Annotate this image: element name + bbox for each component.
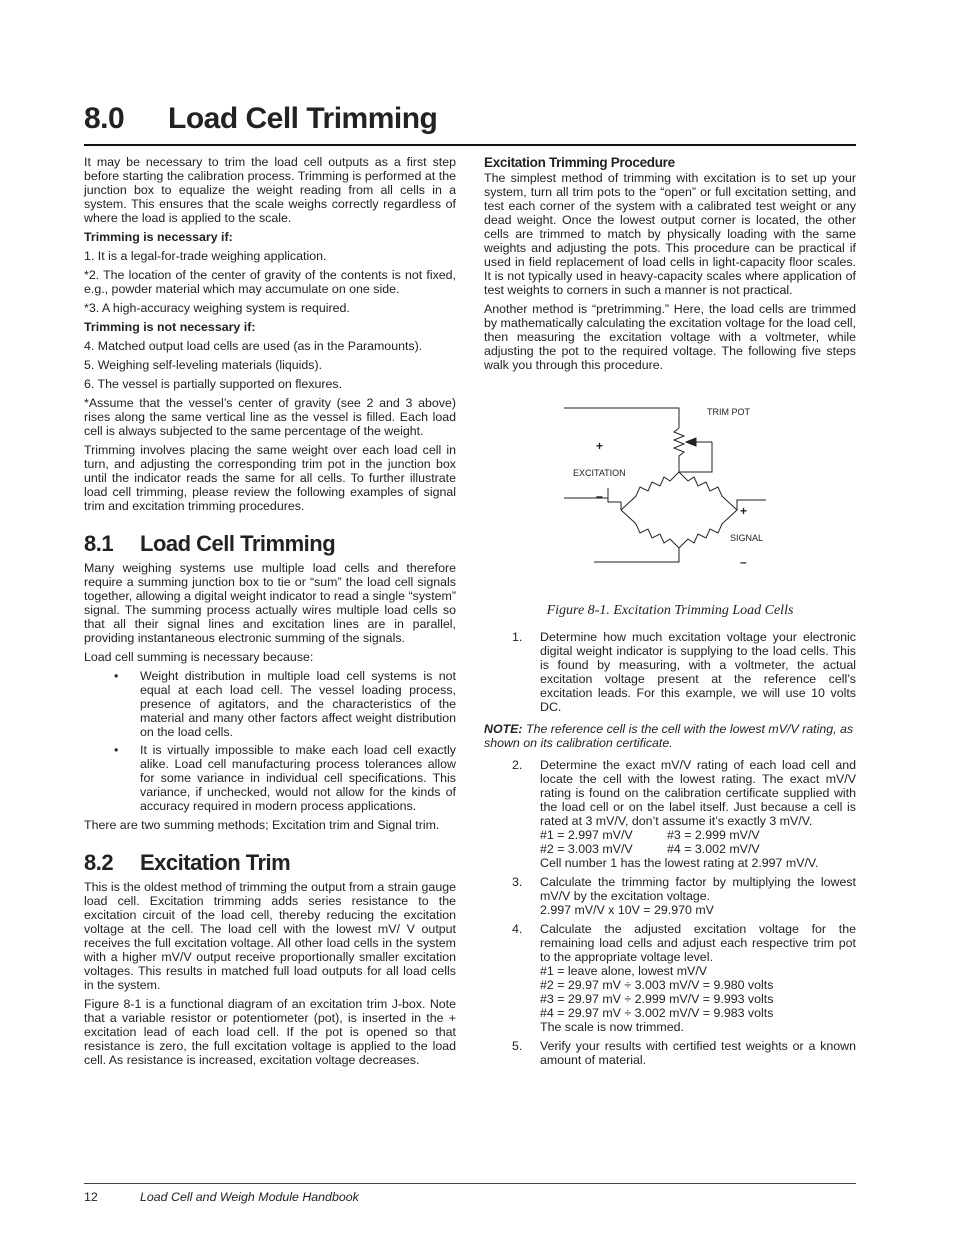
bridge-resistor-bl xyxy=(621,510,679,548)
right-column xyxy=(484,155,856,1072)
step-text: Verify your results with certified test weights or a known amount of material. xyxy=(540,1039,856,1067)
bridge-resistor-br xyxy=(679,510,737,548)
section-82-heading xyxy=(84,850,456,876)
excitation-minus-sign: – xyxy=(596,489,603,503)
rating-value: #2 = 3.003 mV/V xyxy=(540,842,633,856)
signal-label: SIGNAL xyxy=(730,533,764,543)
step-number: 5. xyxy=(512,1039,523,1053)
page-footer xyxy=(84,1183,856,1204)
procedure-paragraph: The simplest method of trimming with excitation is to set up your system, turn all trim pots to the “open” or full excitation setting, and test each corner of the system with a calibrated test weight or any dead weight. Once the lowest output corner is located, the other cells are trimmed to match by physically loading with the same weights and adjusting the pots. This procedure can be practical if used in field replacement of load cells in light-capacity floor scales. It is not typically used in heavy-capacity scales where application of test weights to corners in such a manner is not practical. xyxy=(484,171,856,297)
rating-value: #4 = 3.002 mV/V xyxy=(667,842,760,856)
calculation: #1 = leave alone, lowest mV/V xyxy=(540,964,708,978)
involves-paragraph: Trimming involves placing the same weight over each load cell in turn, and adjusting the corresponding trim pot in the junction box until the indicator reads the same for all cells. To further illustrate load cell trimming, please review the following examples of signal trim and excitation trimming procedures. xyxy=(84,443,456,513)
not-necessary-heading: Trimming is not necessary if: xyxy=(84,320,256,334)
signal-minus-sign: – xyxy=(740,555,747,569)
list-item xyxy=(484,875,856,917)
list-item: • Weight distribution in multiple load cell systems is not equal at each load cell. The vessel loading process, presence of agitators, and the characteristics of the material and many other factors affect weight distribution on the load cells. xyxy=(84,669,456,739)
step-text: Cell number 1 has the lowest rating at 2.997 mV/V. xyxy=(540,856,819,870)
excitation-plus-sign: + xyxy=(596,439,604,453)
step-number: 3. xyxy=(512,875,523,889)
calculation: #3 = 29.97 mV ÷ 2.999 mV/V = 9.993 volts xyxy=(540,992,774,1006)
calculation: #4 = 29.97 mV ÷ 3.002 mV/V = 9.983 volts xyxy=(540,1006,774,1020)
step-number: 1. xyxy=(512,630,523,644)
step-text: Calculate the adjusted excitation voltage for the remaining load cells and adjust each respective trim pot to the appropriate voltage level. xyxy=(540,922,856,964)
excitation-plus-wire xyxy=(564,408,679,428)
chapter-heading xyxy=(84,100,856,146)
step-text: The scale is now trimmed. xyxy=(540,1020,684,1034)
step-number: 2. xyxy=(512,758,523,772)
note-label: NOTE: xyxy=(484,722,523,736)
figure-caption: Figure 8-1. Excitation Trimming Load Cells xyxy=(546,603,794,618)
list-item xyxy=(484,630,856,714)
bridge-resistor-tr xyxy=(679,472,737,510)
book-title: Load Cell and Weigh Module Handbook xyxy=(140,1190,359,1204)
signal-minus-wire xyxy=(594,548,679,562)
procedure-heading: Excitation Trimming Procedure xyxy=(484,155,675,170)
excitation-label: EXCITATION xyxy=(573,468,626,478)
necessary-item: 1. It is a legal-for-trade weighing application. xyxy=(84,249,327,263)
excitation-trim-diagram xyxy=(484,380,856,600)
section-81-paragraph: There are two summing methods; Excitation trim and Signal trim. xyxy=(84,818,440,832)
section-82-paragraph: Figure 8-1 is a functional diagram of an excitation trim J-box. Note that a variable resistor or potentiometer (pot), is inserted in the + excitation lead of each load cell. If the pot is opened so that resistance is zero, the full excitation voltage is applied to the load cell. As resistance is increased, excitation voltage decreases. xyxy=(84,997,456,1067)
necessary-heading: Trimming is necessary if: xyxy=(84,230,233,244)
list-item: • It is virtually impossible to make each load cell exactly alike. Load cell manufacturing process tolerances allow for some variance in individual cell specifications. This variance, if unchecked, would not allow for the kinds of accuracy required in modern process applications. xyxy=(84,743,456,813)
note-text: The reference cell is the cell with the lowest mV/V rating, as shown on its calibration certificate. xyxy=(484,722,854,750)
procedure-steps xyxy=(484,758,856,1067)
list-item xyxy=(484,922,856,1034)
section-81-paragraph: Many weighing systems use multiple load cells and therefore require a summing junction box to tie or “sum” the load cell signals together, allowing a digital weight indicator to read a single “system” signal. The summing process actually wires multiple load cells so that all their signal lines and excitation lines are in parallel, providing instantaneous electronic summing of the signals. xyxy=(84,561,456,645)
step-text: Determine the exact mV/V rating of each load cell and locate the cell with the lowest rating. The exact mV/V rating is found on the calibration certificate supplied with the load cell or on the label itself. Just because a cell is rated at 3 mV/V, don’t assume it’s exactly 3 mV/V. xyxy=(540,758,856,828)
section-81-heading xyxy=(84,531,456,557)
rating-row xyxy=(540,828,856,842)
section-82-number: 8.2 xyxy=(84,850,114,875)
not-necessary-item: 5. Weighing self-leveling materials (liquids). xyxy=(84,358,323,372)
trim-pot-resistor xyxy=(674,428,684,472)
intro-paragraph: It may be necessary to trim the load cell outputs as a first step before starting the calibration process. Trimming is performed at the junction box to equalize the weight reading from all cells in a system. This ensures that the scale weighs correctly regardless of where the load is applied to the scale. xyxy=(84,155,456,225)
chapter-title: Load Cell Trimming xyxy=(168,102,438,135)
step-text: Determine how much excitation voltage your electronic digital weight indicator is supplying to the load cells. This is found by measuring, with a voltmeter, the actual excitation voltage present at the reference cell’s excitation leads. For this example, we will use 10 volts DC. xyxy=(540,630,856,714)
section-81-number: 8.1 xyxy=(84,531,114,556)
procedure-steps xyxy=(484,630,856,714)
rating-row xyxy=(540,842,856,856)
rating-value: #1 = 2.997 mV/V xyxy=(540,828,633,842)
necessary-item: *2. The location of the center of gravity of the contents is not fixed, e.g., powder material which may accumulate on one side. xyxy=(84,268,456,296)
not-necessary-item: 6. The vessel is partially supported on flexures. xyxy=(84,377,343,391)
section-81-paragraph: Load cell summing is necessary because: xyxy=(84,650,314,664)
page-number: 12 xyxy=(84,1190,98,1204)
trim-pot-label: TRIM POT xyxy=(707,407,750,417)
section-81-title: Load Cell Trimming xyxy=(140,531,336,556)
procedure-paragraph: Another method is “pretrimming.” Here, the load cells are trimmed by mathematically calculating the excitation voltage for the load cell, then measuring the excitation voltage with a voltmeter, while adjusting the pot to the required voltage. The following five steps walk you through this procedure. xyxy=(484,302,856,372)
trim-pot-arrow xyxy=(686,438,696,446)
note xyxy=(484,722,856,750)
section-82-paragraph: This is the oldest method of trimming the output from a strain gauge load cell. Excitation trimming adds series resistance to the excitation circuit of the load cell, thereby reducing the excitation voltage at the cell. The load cell with the lowest mV/ V output receives the full excitation voltage. All other load cells in the system with a higher mV/V output receive proportionally smaller excitation voltages. This results in matched full load outputs for all load cells in the system. xyxy=(84,880,456,992)
summing-reasons-list xyxy=(84,669,456,813)
step-text: Calculate the trimming factor by multiplying the lowest mV/V by the excitation voltage. xyxy=(540,875,856,903)
list-item xyxy=(484,758,856,870)
list-item xyxy=(484,1039,856,1067)
rating-value: #3 = 2.999 mV/V xyxy=(667,828,760,842)
signal-plus-sign: + xyxy=(740,504,748,518)
not-necessary-item: 4. Matched output load cells are used (as in the Paramounts). xyxy=(84,339,423,353)
step-number: 4. xyxy=(512,922,523,936)
assume-paragraph: *Assume that the vessel’s center of gravity (see 2 and 3 above) rises along the same vertical line as the vessel is filled. Each load cell is always subjected to the same percentage of the weight. xyxy=(84,396,456,438)
calculation: #2 = 29.97 mV ÷ 3.003 mV/V = 9.980 volts xyxy=(540,978,774,992)
wiring-diagram xyxy=(484,380,856,600)
calculation: 2.997 mV/V x 10V = 29.970 mV xyxy=(540,903,714,917)
chapter-number: 8.0 xyxy=(84,102,125,135)
excitation-minus-wire xyxy=(564,488,621,510)
trim-pot-wiper xyxy=(679,442,712,472)
left-column xyxy=(84,155,456,1072)
bridge-resistor-tl xyxy=(621,472,679,510)
necessary-item: *3. A high-accuracy weighing system is required. xyxy=(84,301,350,315)
section-82-title: Excitation Trim xyxy=(140,850,291,875)
